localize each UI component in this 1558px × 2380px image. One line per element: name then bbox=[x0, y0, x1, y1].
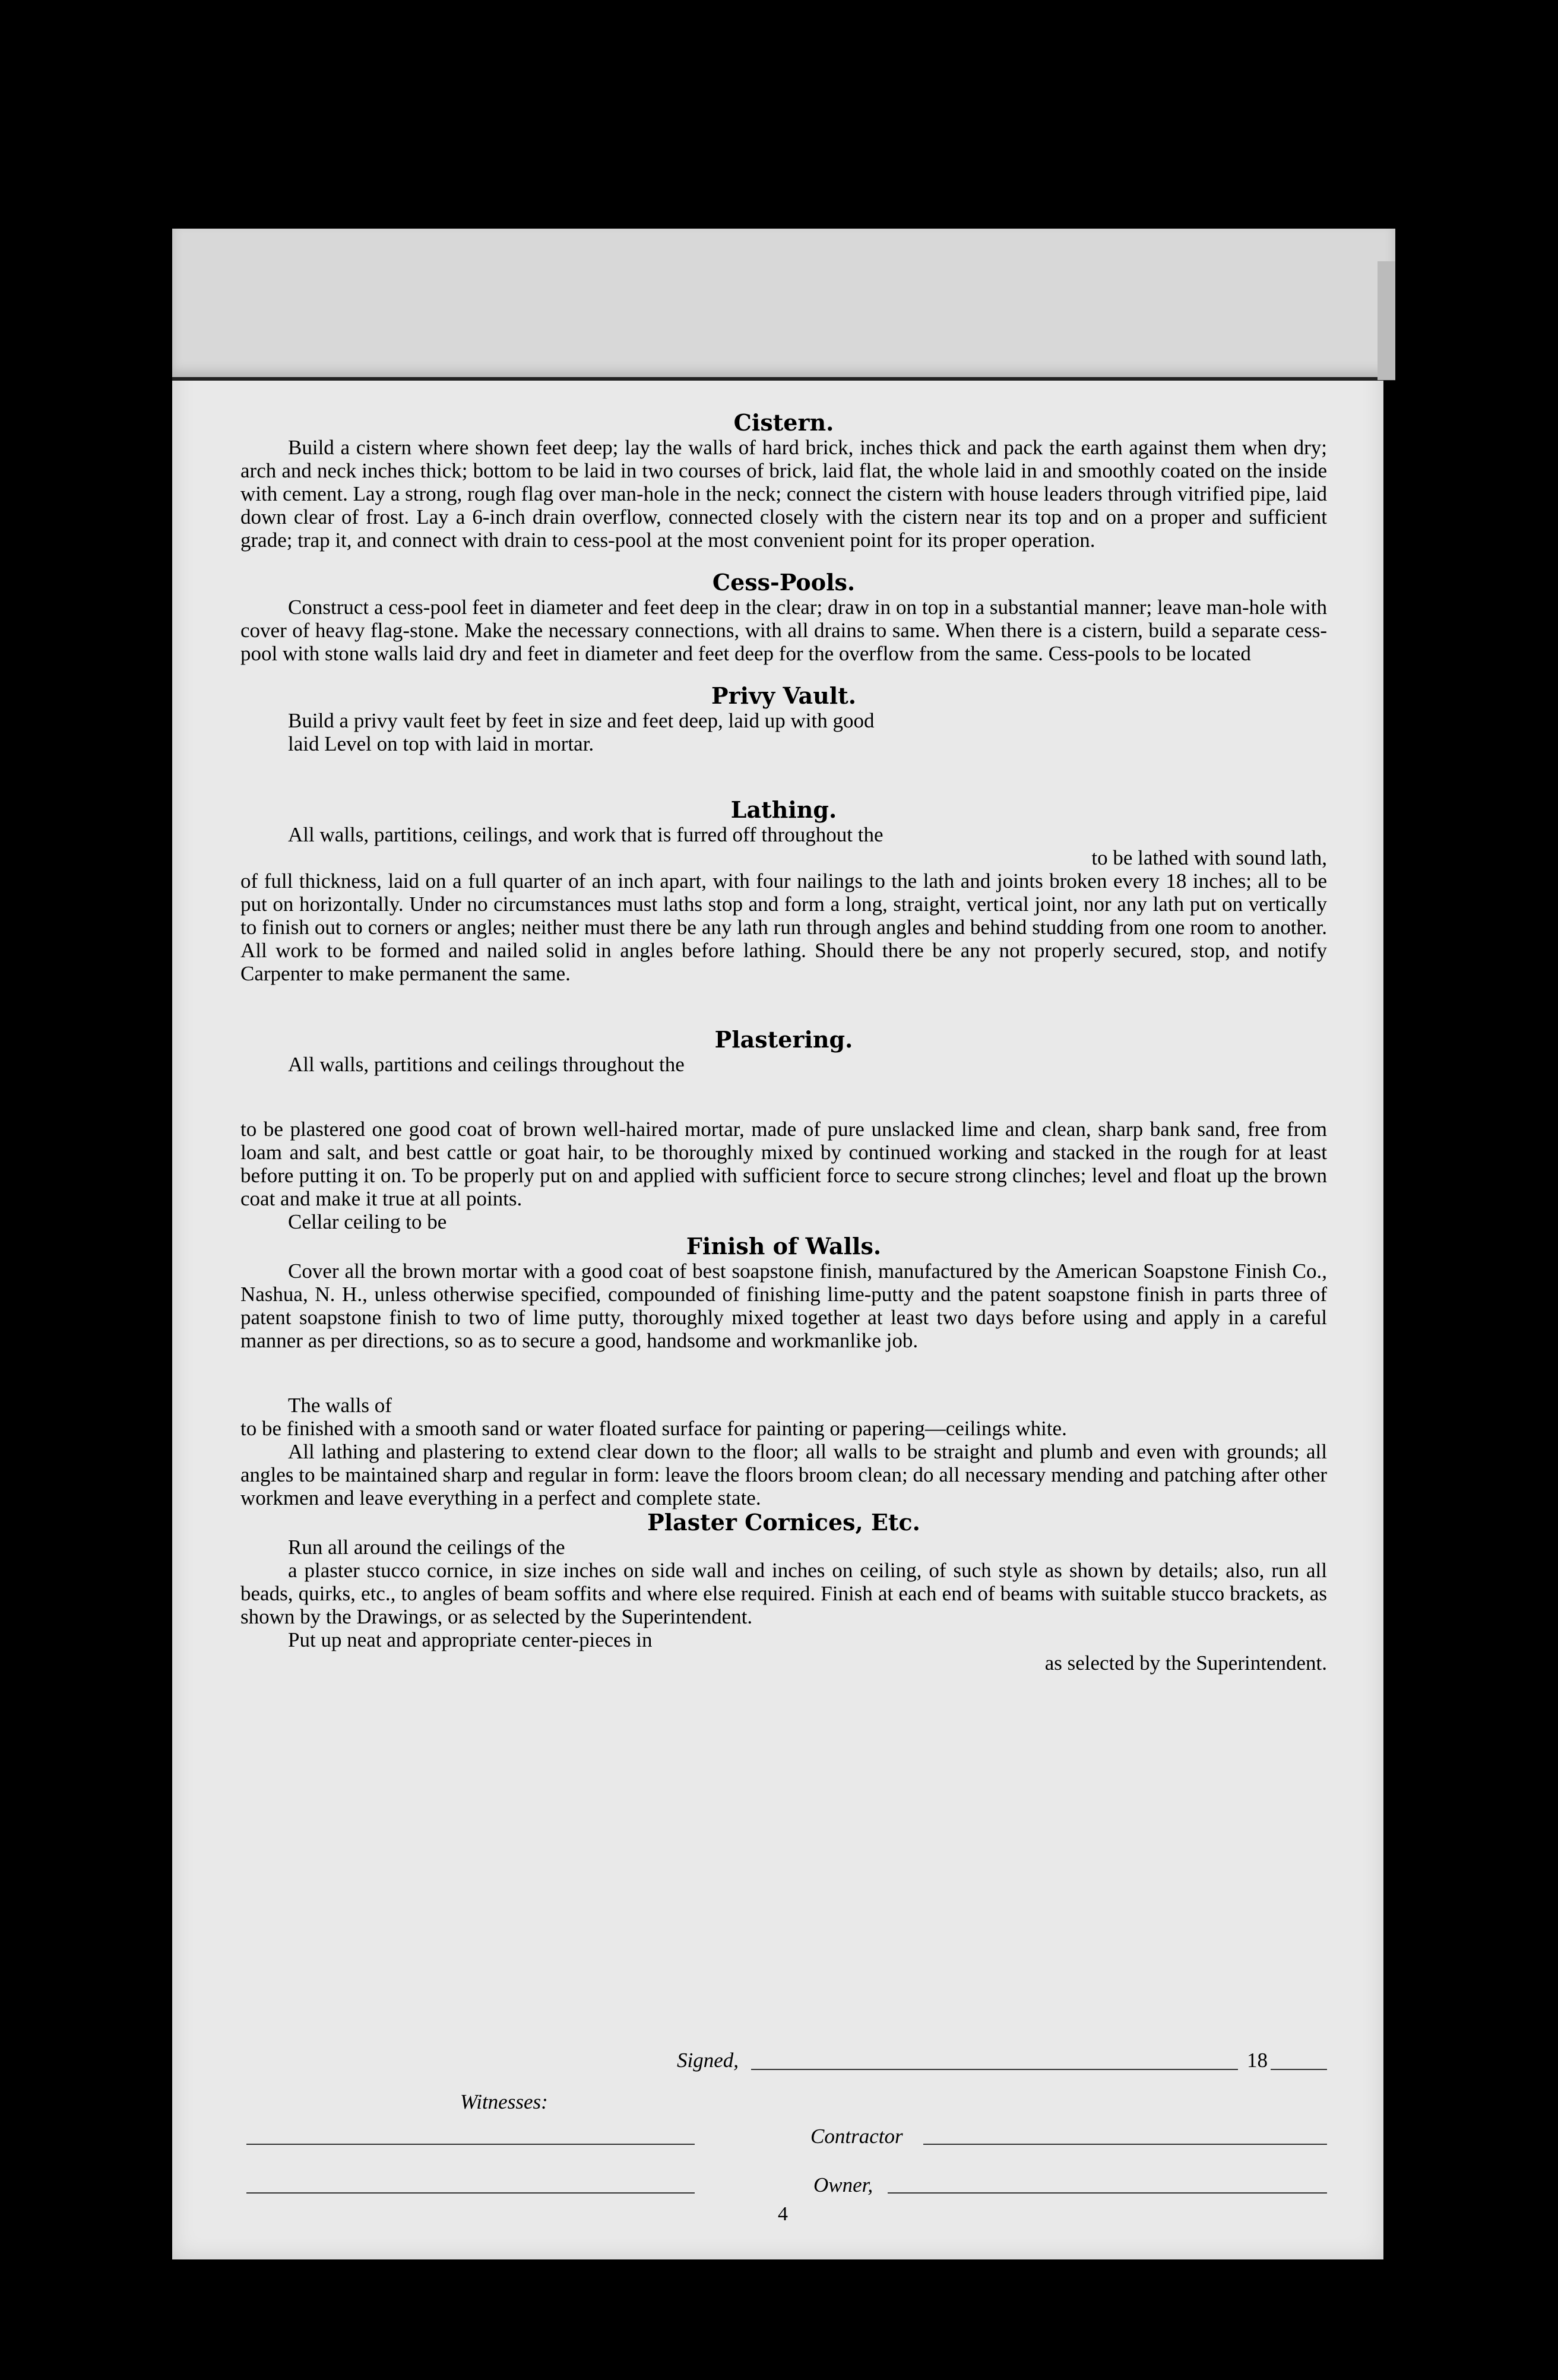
heading-lathing: Lathing. bbox=[730, 796, 837, 823]
cistern-text: Build a cistern where shown feet deep; lay the walls of hard brick, inches thick and pack the earth against them when dry; arch and neck inches thick; bottom to be laid in two courses of brick, laid flat, the whole laid in and smoothly coated on the inside with cement. Lay a strong, rough flag over man-hole in the neck; connect the cistern with house leaders through vitrified pipe, laid down clear of frost. Lay a 6-inch drain overflow, connected closely with the cistern near its top and on a proper and sufficient grade; trap it, and connect with drain to cess-pool at the most convenient point for its proper operation. bbox=[240, 436, 1327, 552]
page-tab bbox=[172, 229, 1395, 381]
contractor-label: Contractor bbox=[810, 2125, 903, 2148]
heading-privy: Privy Vault. bbox=[711, 682, 856, 709]
witness-line-2 bbox=[246, 2192, 695, 2194]
heading-cesspools: Cess-Pools. bbox=[712, 569, 856, 596]
plastering-line-1: All walls, partitions and ceilings throughout the bbox=[288, 1053, 685, 1076]
finish-text-2: All lathing and plastering to extend clear down to the floor; all walls to be straight and plumb and even with grounds; all angles to be maintained sharp and regular in form: leave the floors broom clean; do all necessary mending and patching after other workmen and leave everything in a perfect and complete state. bbox=[240, 1440, 1327, 1509]
year-label: 18 bbox=[1247, 2049, 1268, 2072]
privy-line-1: Build a privy vault feet by feet in size and feet deep, laid up with good bbox=[288, 709, 875, 732]
witnesses-label: Witnesses: bbox=[460, 2090, 548, 2113]
owner-line bbox=[888, 2192, 1327, 2194]
cesspools-text: Construct a cess-pool feet in diameter and feet deep in the clear; draw in on top in a substantial manner; leave man-hole with cover of heavy flag-stone. Make the necessary connections, with all drains to same. When there is a cistern, build a separate cess-pool with stone walls laid dry and feet in diameter and feet deep for the overflow from the same. Cess-pools to be located bbox=[240, 596, 1327, 665]
cellar-ceiling: Cellar ceiling to be bbox=[288, 1210, 447, 1233]
finish-walls: The walls of bbox=[288, 1394, 392, 1417]
heading-cornices: Plaster Cornices, Etc. bbox=[647, 1509, 920, 1536]
heading-finish: Finish of Walls. bbox=[686, 1233, 882, 1259]
page-number: 4 bbox=[778, 2203, 788, 2225]
finish-text: Cover all the brown mortar with a good coat of best soapstone finish, manufactured by the American Soapstone Finish Co., Nashua, N. H., unless otherwise specified, compounded of finishing lime-putty and the patent soapstone finish in parts three of patent soapstone finish to two of lime putty, thoroughly mixed together at least two days before using and apply in a careful manner as per directions, so as to secure a good, handsome and workmanlike job. bbox=[240, 1259, 1327, 1352]
privy-line-2: laid Level on top with laid in mortar. bbox=[288, 732, 594, 755]
heading-plastering: Plastering. bbox=[714, 1026, 853, 1053]
cornices-selected: as selected by the Superintendent. bbox=[1044, 1651, 1327, 1675]
owner-label: Owner, bbox=[813, 2173, 873, 2197]
finish-walls-2: to be finished with a smooth sand or water floated surface for painting or papering—ceilings white. bbox=[240, 1417, 1067, 1440]
cornices-centers: Put up neat and appropriate center-pieces in bbox=[288, 1628, 653, 1651]
lathing-text: of full thickness, laid on a full quarter of an inch apart, with four nailings to the lath and joints broken every 18 inches; all to be put on horizontally. Under no circumstances must laths stop and form a long, straight, vertical joint, nor any lath put on vertically to finish out to corners or angles; neither must there be any lath run through angles and behind studding from one room to another. All work to be formed and nailed solid in angles before lathing. Should there be any not properly secured, stop, and notify Carpenter to make permanent the same. bbox=[240, 869, 1327, 985]
plastering-text: to be plastered one good coat of brown well-haired mortar, made of pure unslacked lime and clean, sharp bank sand, free from loam and salt, and best cattle or goat hair, to be thoroughly mixed by continued working and stacked in the rough for at least before putting it on. To be properly put on and applied with sufficient force to secure strong clinches; level and float up the brown coat and make it true at all points. bbox=[240, 1118, 1327, 1210]
cornices-text: a plaster stucco cornice, in size inches on side wall and inches on ceiling, of such style as shown by details; also, run all beads, quirks, etc., to angles of beam soffits and where else required. Finish at each end of beams with suitable stucco brackets, as shown by the Drawings, or as selected by the Superintendent. bbox=[240, 1559, 1327, 1628]
witness-line-1 bbox=[246, 2144, 695, 2145]
signed-label: Signed, bbox=[677, 2049, 739, 2072]
year-line bbox=[1271, 2069, 1327, 2070]
cornices-line-1: Run all around the ceilings of the bbox=[288, 1536, 565, 1559]
signature-block bbox=[240, 2049, 1327, 2227]
signed-line bbox=[751, 2069, 1238, 2070]
heading-cistern: Cistern. bbox=[733, 409, 834, 436]
spec-body bbox=[240, 410, 1327, 1675]
contractor-line bbox=[923, 2144, 1327, 2145]
tab-edge bbox=[1378, 261, 1395, 380]
lathing-line-2: to be lathed with sound lath, bbox=[1091, 846, 1327, 869]
lathing-line-1: All walls, partitions, ceilings, and work that is furred off throughout the bbox=[288, 823, 884, 846]
